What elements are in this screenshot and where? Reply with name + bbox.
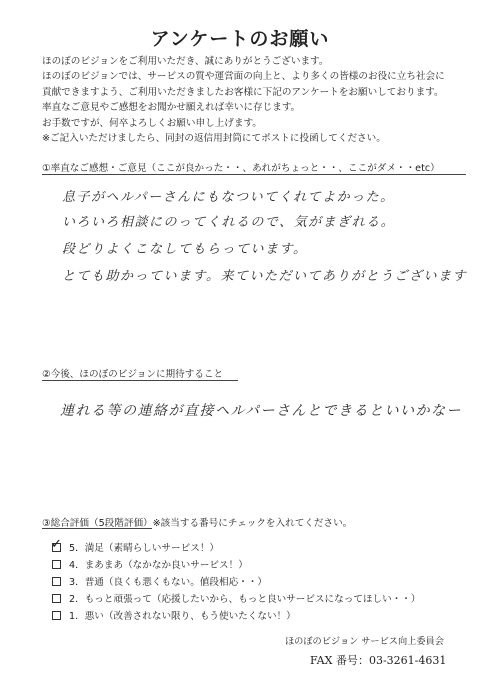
handwritten-answer-line: 段どりよくこなしてもらっています。 xyxy=(62,242,308,257)
intro-line: 貢献できますよう、ご利用いただきましたお客様に下記のアンケートをお願いしております。 xyxy=(42,86,444,98)
rating-option-label: 3．普通（良くも悪くもない。値段相応・・） xyxy=(69,577,267,588)
section1-rule xyxy=(42,174,466,175)
checkbox-rating-5[interactable] xyxy=(51,537,62,552)
section1-label: ①率直なご感想・ご意見（ここが良かった・・、あれがちょっと・・、ここがダメ・・etc） xyxy=(42,163,440,174)
section3-rule xyxy=(42,528,152,529)
handwritten-answer-line: とても助かっています。来ていただいてありがとうございます xyxy=(62,269,467,284)
rating-option-5 xyxy=(51,537,220,554)
rating-option-label: 1．悪い（改善されない限り、もう使いたくない！） xyxy=(69,611,296,622)
rating-option-label: 5．満足（素晴らしいサービス！） xyxy=(69,543,220,554)
handwritten-answer-line: いろいろ相談にのってくれるので、気がまぎれる。 xyxy=(62,215,396,230)
intro-line: お手数ですが、何卒よろしくお願い申し上げます。 xyxy=(42,117,262,129)
section3-label: ③総合評価（5段階評価）※該当する番号にチェックを入れてください。 xyxy=(42,518,353,529)
handwritten-answer-line: 息子がヘルパーさんにもなついてくれてよかった。 xyxy=(62,190,395,205)
intro-line: ほのぼのビジョンをご利用いただき、誠にありがとうございます。 xyxy=(42,56,329,67)
intro-line: 率直なご意見やご感想をお聞かせ願えれば幸いに存じます。 xyxy=(42,102,301,114)
checkbox-rating-4[interactable] xyxy=(52,560,61,569)
page-title: アンケートのお願い xyxy=(150,28,330,50)
rating-option-2 xyxy=(52,591,420,605)
rating-option-4 xyxy=(52,557,248,571)
rating-option-label: 4．まあまあ（なかなか良いサービス！） xyxy=(69,560,248,571)
rating-option-3 xyxy=(52,574,267,588)
check-mark-icon: ✓ xyxy=(51,537,62,552)
rating-option-label: 2．もっと頑張って（応援したいから、もっと良いサービスになってほしい・・） xyxy=(69,594,421,605)
intro-text xyxy=(42,54,462,146)
committee-name: ほのぼのビジョン サービス向上委員会 xyxy=(285,636,444,647)
fax-number: FAX 番号：03-3261-4631 xyxy=(310,654,447,667)
handwritten-answer-line: 連れる等の連絡が直接ヘルパーさんとできるといいかなー xyxy=(60,403,463,419)
checkbox-rating-1[interactable] xyxy=(52,611,61,620)
section2-rule xyxy=(42,380,238,381)
rating-option-1 xyxy=(52,608,296,622)
intro-line: ほのぼのビジョンでは、サービスの質や運営面の向上と、より多くの皆様のお役に立ち社会に xyxy=(42,71,445,83)
checkbox-rating-2[interactable] xyxy=(52,594,61,603)
checkbox-rating-3[interactable] xyxy=(52,577,61,586)
intro-line: ※ご記入いただけましたら、同封の返信用封筒にてポストに投函してください。 xyxy=(42,133,386,145)
section2-label: ②今後、ほのぼのビジョンに期待すること xyxy=(42,369,224,380)
